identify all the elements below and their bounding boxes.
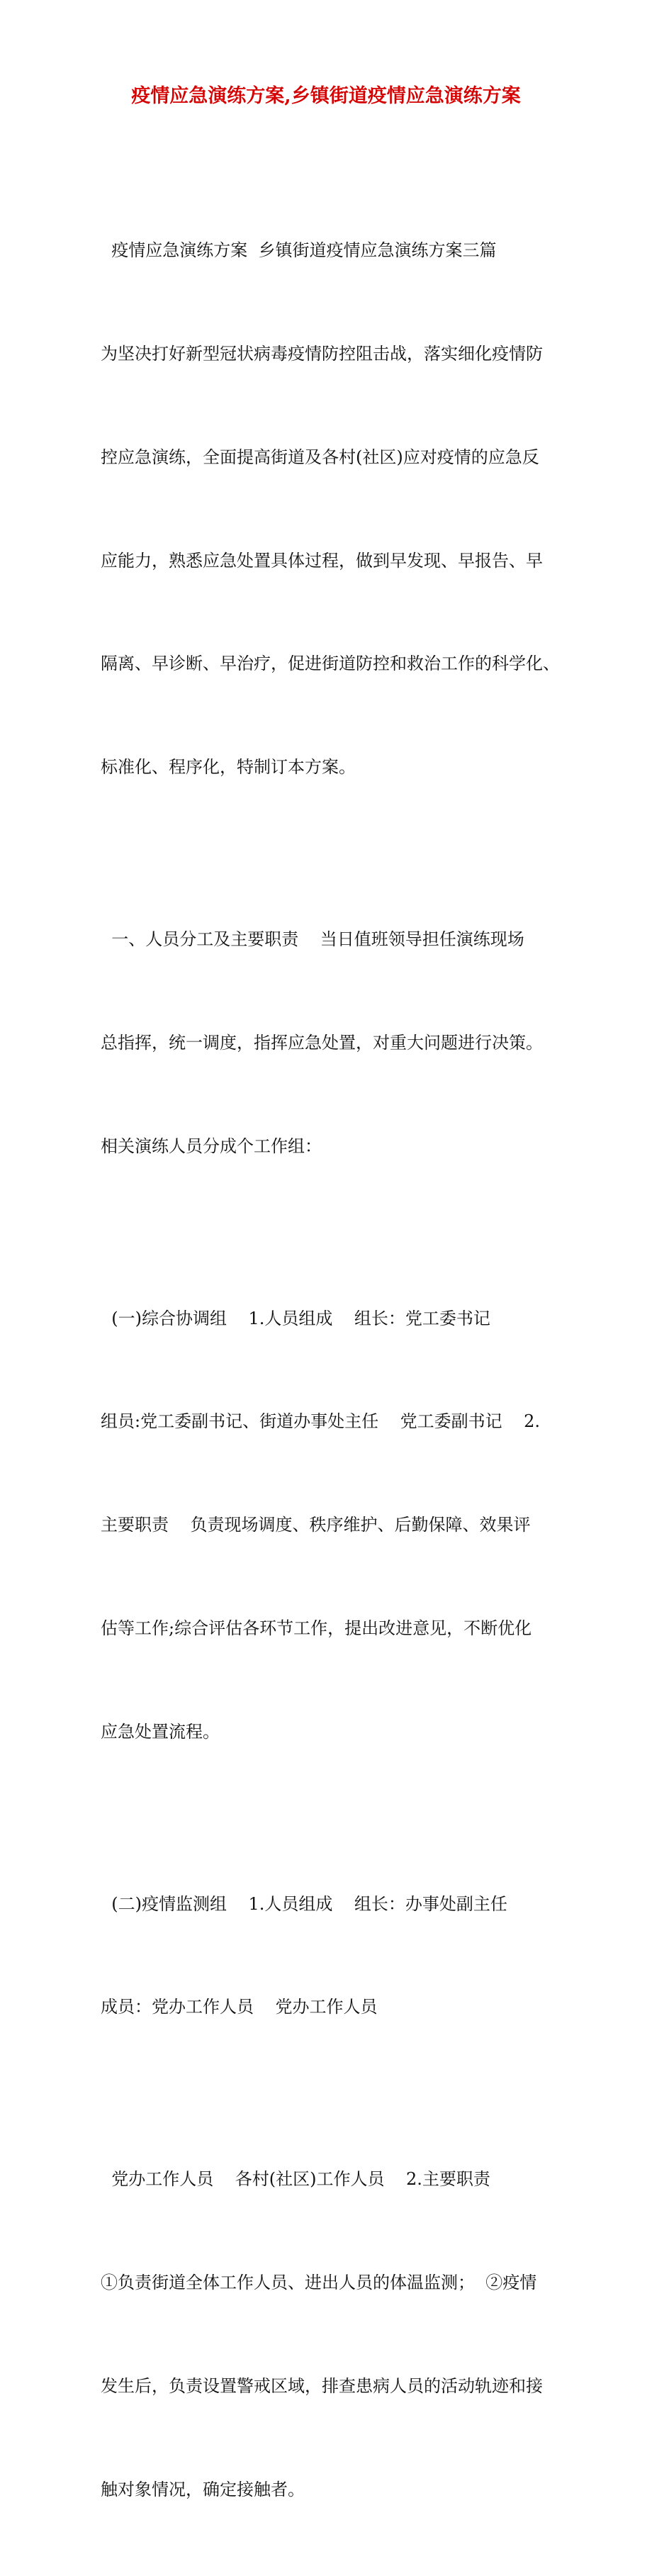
paragraph-monitoring-group [101,1818,556,2094]
text-line: 相关演练人员分成个工作组： [101,1136,322,1156]
text-line: ①负责街道全体工作人员、进出人员的体温监测； ②疫情 [101,2273,537,2293]
text-line: 应能力，熟悉应急处置具体过程，做到早发现、早报告、早 [101,550,543,571]
text-line: 主要职责 负责现场调度、秩序维护、后勤保障、效果评 [101,1515,531,1535]
paragraph-intro [101,164,560,853]
text-line: 应急处置流程。 [101,1721,220,1742]
text-line: (二)疫情监测组 1.人员组成 组长：办事处副主任 [101,1893,507,1914]
text-line: 组员:党工委副书记、街道办事处主任 党工委副书记 2. [101,1411,541,1432]
text-line: 为坚决打好新型冠状病毒疫情防控阻击战，落实细化疫情防 [101,343,543,364]
text-line: 触对象情况，确定接触者。 [101,2479,305,2499]
text-line: 疫情应急演练方案 乡镇街道疫情应急演练方案三篇 [101,240,497,261]
text-line: 一、人员分工及主要职责 当日值班领导担任演练现场 [101,929,524,950]
text-line: 控应急演练，全面提高街道及各村(社区)应对疫情的应急反 [101,447,539,467]
text-line: 党办工作人员 各村(社区)工作人员 2.主要职责 [101,2169,490,2190]
document-body [101,164,560,2576]
text-line: 估等工作;综合评估各环节工作，提出改进意见，不断优化 [101,1618,532,1638]
text-line: (一)综合协调组 1.人员组成 组长：党工委书记 [101,1308,490,1328]
text-line: 成员：党办工作人员 党办工作人员 [101,1997,378,2017]
paragraph-section-one [101,853,556,1233]
paragraph-monitoring-duties [101,2093,556,2575]
text-line: 标准化、程序化，特制订本方案。 [101,757,356,778]
text-line: 发生后，负责设置警戒区域，排查患病人员的活动轨迹和接 [101,2376,543,2396]
document-title: 疫情应急演练方案,乡镇街道疫情应急演练方案 [131,85,521,107]
text-line: 总指挥，统一调度，指挥应急处置，对重大问题进行决策。 [101,1032,543,1053]
text-line: 隔离、早诊断、早治疗，促进街道防控和救治工作的科学化、 [101,654,560,674]
paragraph-coordination-group [101,1232,556,1818]
